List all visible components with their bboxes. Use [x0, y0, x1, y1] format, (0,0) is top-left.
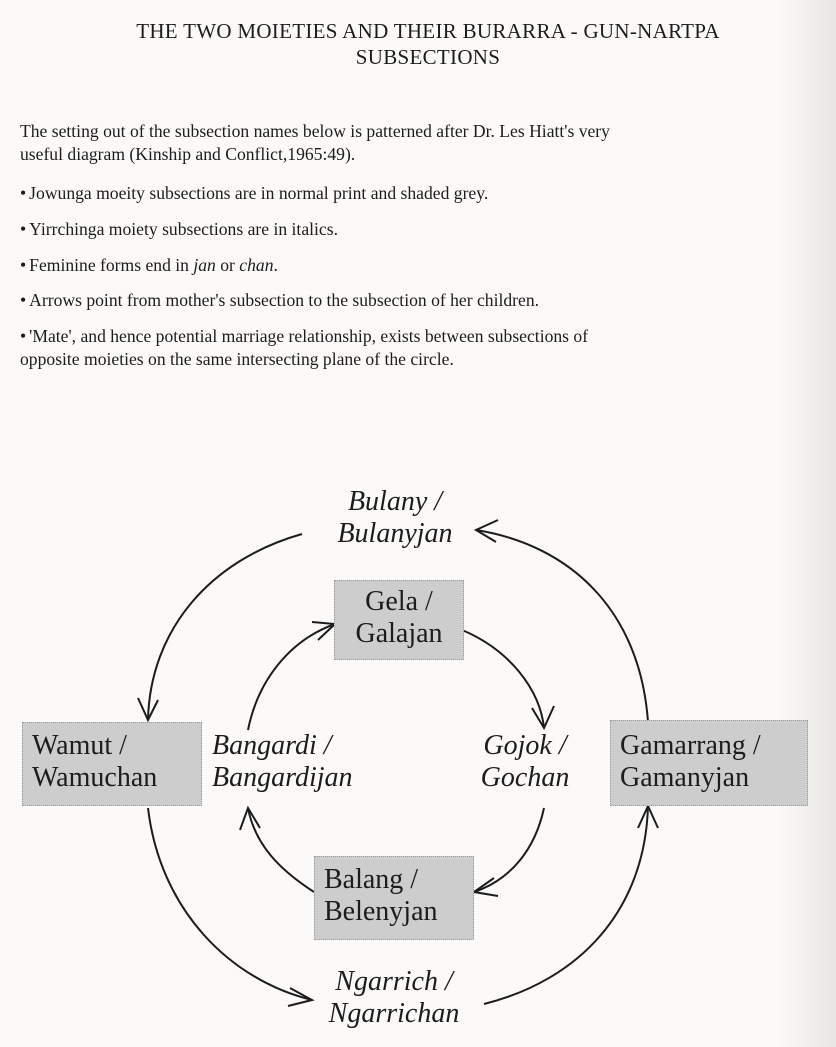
- wamut-female: Wamuchan: [32, 762, 158, 793]
- gojok-male: Gojok /: [483, 730, 567, 761]
- bullet-text-b: or: [215, 255, 240, 275]
- gamarrang-female: Gamanyjan: [620, 762, 750, 793]
- bullet-text-line-1: 'Mate', and hence potential marriage relationship, exists between subsections of: [29, 326, 589, 346]
- bullet-text-a: Feminine forms end in: [29, 255, 194, 275]
- bullet-yirrchinga: [20, 218, 820, 241]
- arrow-ngarrich-to-gamarrang: [484, 806, 648, 1004]
- bullet-text: Yirrchinga moiety subsections are in italics.: [29, 219, 338, 239]
- arrow-gojok-to-balang: [474, 808, 544, 892]
- arrowhead-gela: [312, 622, 335, 640]
- title-line-1: THE TWO MOIETIES AND THEIR BURARRA - GUN-NARTPA: [136, 19, 720, 43]
- subsection-gojok: [462, 730, 588, 794]
- bullet-mate: [20, 325, 820, 371]
- arrow-bulany-to-wamut: [148, 534, 302, 720]
- subsection-gamarrang: [620, 730, 761, 794]
- ngarrich-male: Ngarrich /: [335, 966, 453, 997]
- wamut-male: Wamut /: [32, 730, 127, 761]
- intro-line-2: useful diagram (Kinship and Conflict,1965:49).: [20, 144, 356, 164]
- bullet-jowunga: [20, 182, 820, 205]
- bullet-feminine: [20, 254, 820, 277]
- subsection-bangardi: [212, 730, 353, 794]
- bullet-text-line-2: opposite moieties on the same intersecting plane of the circle.: [20, 349, 454, 369]
- title-line-2: SUBSECTIONS: [355, 45, 501, 69]
- gamarrang-male: Gamarrang /: [620, 730, 761, 761]
- bullet-text: Jowunga moeity subsections are in normal print and shaded grey.: [29, 183, 489, 203]
- bullet-text: Arrows point from mother's subsection to the subsection of her children.: [29, 290, 540, 310]
- bullet-dot: •: [20, 219, 27, 239]
- balang-female: Belenyjan: [324, 896, 438, 927]
- bullet-em-chan: chan: [239, 255, 274, 275]
- arrow-gamarrang-to-bulany: [476, 530, 648, 722]
- subsection-ngarrich: [304, 966, 484, 1030]
- bullet-text-c: .: [273, 255, 278, 275]
- bullet-arrows: [20, 289, 820, 312]
- intro-paragraph: [20, 120, 820, 166]
- page-title: [20, 18, 836, 70]
- bangardi-male: Bangardi /: [212, 730, 332, 761]
- ngarrich-female: Ngarrichan: [328, 998, 460, 1029]
- subsection-balang: [324, 864, 438, 928]
- bullet-dot: •: [20, 326, 27, 346]
- bullet-dot: •: [20, 255, 27, 275]
- bullet-dot: •: [20, 290, 27, 310]
- arrow-wamut-to-ngarrich: [148, 808, 312, 1000]
- bullet-em-jan: jan: [193, 255, 216, 275]
- bullet-dot: •: [20, 183, 27, 203]
- arrow-balang-to-bangardi: [248, 808, 314, 892]
- bulany-female: Bulanyjan: [337, 518, 453, 549]
- balang-male: Balang /: [324, 864, 419, 895]
- subsection-gela: [334, 586, 464, 650]
- bulany-male: Bulany /: [347, 486, 443, 517]
- subsection-bulany: [300, 486, 490, 550]
- arrow-bangardi-to-gela: [248, 624, 335, 730]
- gela-female: Galajan: [355, 618, 443, 649]
- subsection-wamut: [32, 730, 157, 794]
- arrow-gela-to-gojok: [462, 630, 544, 728]
- intro-line-1: The setting out of the subsection names below is patterned after Dr. Les Hiatt's very: [20, 121, 610, 141]
- bangardi-female: Bangardijan: [212, 762, 353, 793]
- gela-male: Gela /: [365, 586, 433, 617]
- gojok-female: Gochan: [480, 762, 570, 793]
